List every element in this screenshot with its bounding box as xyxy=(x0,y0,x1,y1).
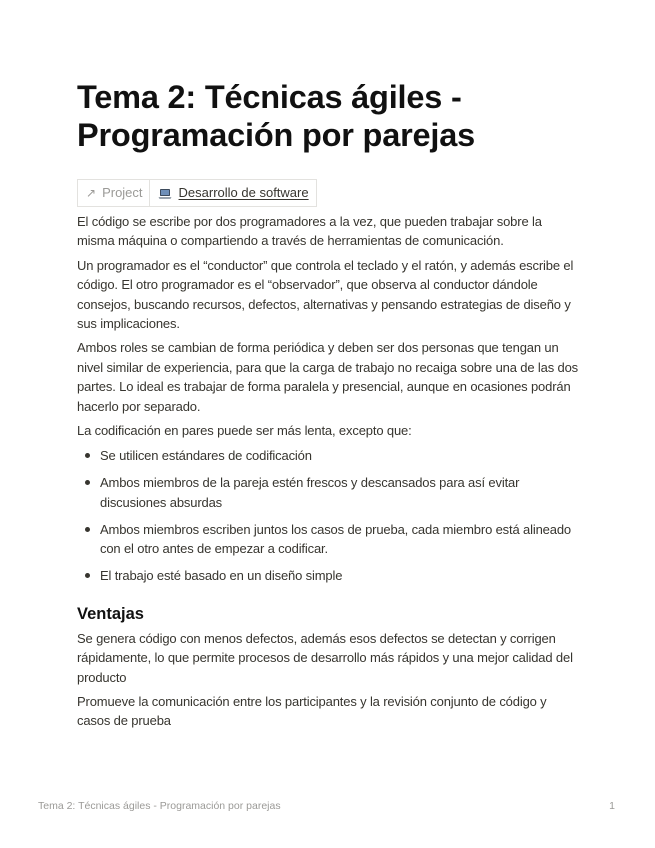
list-item-text: El trabajo esté basado en un diseño simple xyxy=(100,568,343,584)
list-item-text: Ambos miembros escriben juntos los casos de prueba, cada miembro está alineado con el otro antes de empezar a codificar. xyxy=(100,521,571,557)
property-value-project[interactable] xyxy=(150,180,316,206)
paragraph: Ambos roles se cambian de forma periódica y deben ser dos personas que tengan un nivel similar de experiencia, para que la carga de trabajo no recaiga sobre una de las dos partes. Lo ideal es trabajar de forma paralela y presencial, aunque en ocasiones podrán hacerlo por separado. xyxy=(77,340,579,414)
list-item xyxy=(77,566,582,585)
list-item xyxy=(77,520,582,559)
paragraph: Un programador es el “conductor” que controla el teclado y el ratón, y además escribe el código. El otro programador es el “observador”, que observa al conductor dándole consejos, buscando recursos, defectos, alternativas y pensando estrategias de diseño y sus implicaciones. xyxy=(77,257,574,332)
paragraph: Se genera código con menos defectos, además esos defectos se detectan y corrigen rápidamente, lo que permite procesos de desarrollo más rápidos y una mejor calidad del producto xyxy=(77,630,573,685)
bullet-icon xyxy=(85,453,90,458)
property-name-project xyxy=(78,180,150,206)
paragraph: Promueve la comunicación entre los participantes y la revisión conjunto de código y casos de prueba xyxy=(77,693,547,729)
list-item-text: Se utilicen estándares de codificación xyxy=(100,448,312,464)
list-item xyxy=(77,473,582,512)
laptop-icon xyxy=(158,188,172,200)
bullet-icon xyxy=(85,527,90,532)
bullet-icon xyxy=(85,573,90,578)
bullet-list xyxy=(77,446,582,585)
list-item-text: Ambos miembros de la pareja estén frescos y descansados para así evitar discusiones absurdas xyxy=(100,475,520,510)
project-link[interactable]: Desarrollo de software xyxy=(178,185,309,200)
document-page xyxy=(77,78,582,736)
section-heading-ventajas: Ventajas xyxy=(77,604,144,623)
page-title: Tema 2: Técnicas ágiles - Programación por parejas xyxy=(77,79,475,153)
bullet-icon xyxy=(85,480,90,485)
property-row xyxy=(77,179,317,207)
arrow-up-right-icon: ↗ xyxy=(86,186,97,200)
property-label: Project xyxy=(102,185,143,200)
paragraph: El código se escribe por dos programadores a la vez, que pueden trabajar sobre la misma máquina o compartiendo a través de herramientas de comunicación. xyxy=(77,214,542,249)
footer-title: Tema 2: Técnicas ágiles - Programación por parejas xyxy=(38,800,281,812)
footer-page-number: 1 xyxy=(609,800,615,812)
list-item xyxy=(77,446,582,465)
paragraph: La codificación en pares puede ser más lenta, excepto que: xyxy=(77,423,412,439)
page-content xyxy=(77,212,582,731)
